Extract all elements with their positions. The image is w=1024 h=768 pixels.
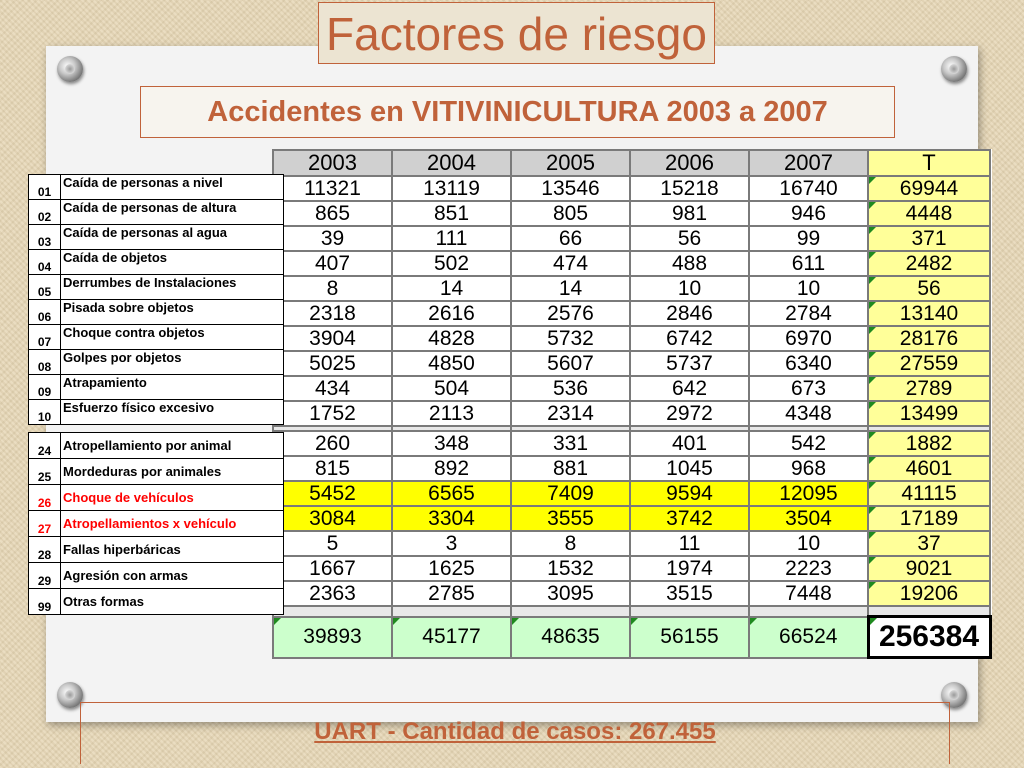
table-row — [273, 226, 990, 251]
label-row — [29, 175, 284, 200]
table-row — [273, 531, 990, 556]
value-cell: 9594 — [630, 481, 749, 506]
table-row — [273, 301, 990, 326]
risk-name: Fallas hiperbáricas — [61, 537, 284, 563]
pushpin-icon — [941, 56, 967, 82]
risk-code: 28 — [29, 537, 61, 563]
risk-code: 02 — [29, 200, 61, 225]
value-cell: 6565 — [392, 481, 511, 506]
table-row — [273, 351, 990, 376]
label-row — [29, 400, 284, 425]
value-cell: 14 — [511, 276, 630, 301]
table-row — [273, 251, 990, 276]
value-cell: 401 — [630, 431, 749, 456]
value-cell: 15218 — [630, 176, 749, 201]
label-row — [29, 375, 284, 400]
gap-cell — [511, 606, 630, 617]
value-cell: 1625 — [392, 556, 511, 581]
value-cell: 851 — [392, 201, 511, 226]
table-row — [273, 401, 990, 426]
risk-code: 99 — [29, 589, 61, 615]
table-row — [273, 556, 990, 581]
gap-cell — [868, 606, 990, 617]
total-cell: 69944 — [868, 176, 990, 201]
gap-cell — [392, 606, 511, 617]
total-cell: 2789 — [868, 376, 990, 401]
value-cell: 260 — [273, 431, 392, 456]
total-cell: 371 — [868, 226, 990, 251]
value-cell: 2113 — [392, 401, 511, 426]
risk-code: 24 — [29, 433, 61, 459]
value-cell: 2363 — [273, 581, 392, 606]
header-cell: 2005 — [511, 150, 630, 176]
row-gap — [273, 606, 990, 617]
gap-cell — [749, 606, 868, 617]
risk-code: 03 — [29, 225, 61, 250]
risk-code: 27 — [29, 511, 61, 537]
risk-name: Atropellamiento por animal — [61, 433, 284, 459]
risk-name: Agresión con armas — [61, 563, 284, 589]
risk-name: Atropellamientos x vehículo — [61, 511, 284, 537]
value-cell: 2616 — [392, 301, 511, 326]
pushpin-icon — [57, 56, 83, 82]
labels-table-top — [28, 174, 284, 425]
value-cell: 13546 — [511, 176, 630, 201]
value-cell: 331 — [511, 431, 630, 456]
value-cell: 39 — [273, 226, 392, 251]
total-cell: 37 — [868, 531, 990, 556]
value-cell: 3742 — [630, 506, 749, 531]
table-row — [273, 176, 990, 201]
label-row — [29, 563, 284, 589]
value-cell: 504 — [392, 376, 511, 401]
value-cell: 4850 — [392, 351, 511, 376]
value-cell: 6742 — [630, 326, 749, 351]
value-cell: 946 — [749, 201, 868, 226]
risk-code: 10 — [29, 400, 61, 425]
risk-name: Caída de personas al agua — [61, 225, 284, 250]
value-cell: 56 — [630, 226, 749, 251]
value-cell: 10 — [749, 276, 868, 301]
risk-name: Choque de vehículos — [61, 485, 284, 511]
value-cell: 14 — [392, 276, 511, 301]
value-cell: 8 — [511, 531, 630, 556]
footer-text: UART - Cantidad de casos: 267.455 — [314, 718, 716, 745]
value-cell: 1667 — [273, 556, 392, 581]
risk-name: Caída de personas de altura — [61, 200, 284, 225]
value-cell: 2784 — [749, 301, 868, 326]
value-cell: 892 — [392, 456, 511, 481]
label-row — [29, 300, 284, 325]
value-cell: 8 — [273, 276, 392, 301]
value-cell: 3095 — [511, 581, 630, 606]
risk-name: Esfuerzo físico excesivo — [61, 400, 284, 425]
value-cell: 881 — [511, 456, 630, 481]
value-cell: 673 — [749, 376, 868, 401]
gap-cell — [630, 606, 749, 617]
value-cell: 5607 — [511, 351, 630, 376]
total-cell: 9021 — [868, 556, 990, 581]
header-cell: 2004 — [392, 150, 511, 176]
total-cell: 19206 — [868, 581, 990, 606]
value-cell: 474 — [511, 251, 630, 276]
totals-row — [273, 617, 990, 658]
label-row — [29, 350, 284, 375]
risk-code: 04 — [29, 250, 61, 275]
total-cell: 1882 — [868, 431, 990, 456]
value-cell: 542 — [749, 431, 868, 456]
value-cell: 815 — [273, 456, 392, 481]
risk-code: 06 — [29, 300, 61, 325]
value-cell: 7409 — [511, 481, 630, 506]
value-cell: 2785 — [392, 581, 511, 606]
value-cell: 348 — [392, 431, 511, 456]
table-row — [273, 456, 990, 481]
value-cell: 11 — [630, 531, 749, 556]
label-row — [29, 275, 284, 300]
total-cell: 2482 — [868, 251, 990, 276]
value-cell: 48635 — [511, 617, 630, 658]
header-cell: 2007 — [749, 150, 868, 176]
label-row — [29, 200, 284, 225]
risk-code: 09 — [29, 375, 61, 400]
header-cell: 2006 — [630, 150, 749, 176]
value-cell: 3904 — [273, 326, 392, 351]
header-cell-total: T — [868, 150, 990, 176]
value-cell: 2314 — [511, 401, 630, 426]
value-cell: 6340 — [749, 351, 868, 376]
gap-cell — [273, 606, 392, 617]
risk-code: 01 — [29, 175, 61, 200]
label-row — [29, 459, 284, 485]
value-cell: 3555 — [511, 506, 630, 531]
value-cell: 99 — [749, 226, 868, 251]
risk-code: 05 — [29, 275, 61, 300]
value-cell: 7448 — [749, 581, 868, 606]
value-cell: 66524 — [749, 617, 868, 658]
value-cell: 10 — [630, 276, 749, 301]
value-cell: 1752 — [273, 401, 392, 426]
risk-code: 25 — [29, 459, 61, 485]
label-row — [29, 250, 284, 275]
value-cell: 5732 — [511, 326, 630, 351]
value-cell: 6970 — [749, 326, 868, 351]
value-cell: 642 — [630, 376, 749, 401]
value-cell: 536 — [511, 376, 630, 401]
value-cell: 407 — [273, 251, 392, 276]
value-cell: 968 — [749, 456, 868, 481]
total-cell: 13140 — [868, 301, 990, 326]
risk-code: 29 — [29, 563, 61, 589]
label-row — [29, 325, 284, 350]
page-title: Factores de riesgo — [318, 2, 715, 64]
table-row — [273, 276, 990, 301]
table-row — [273, 376, 990, 401]
label-row — [29, 537, 284, 563]
label-row — [29, 589, 284, 615]
value-cell: 488 — [630, 251, 749, 276]
value-cell: 39893 — [273, 617, 392, 658]
value-cell: 4828 — [392, 326, 511, 351]
table-row — [273, 581, 990, 606]
value-cell: 10 — [749, 531, 868, 556]
value-cell: 56155 — [630, 617, 749, 658]
risk-code: 08 — [29, 350, 61, 375]
value-cell: 2223 — [749, 556, 868, 581]
value-cell: 11321 — [273, 176, 392, 201]
risk-name: Golpes por objetos — [61, 350, 284, 375]
risk-name: Mordeduras por animales — [61, 459, 284, 485]
value-cell: 66 — [511, 226, 630, 251]
value-cell: 2846 — [630, 301, 749, 326]
risk-name: Otras formas — [61, 589, 284, 615]
value-cell: 2576 — [511, 301, 630, 326]
page-subtitle: Accidentes en VITIVINICULTURA 2003 a 2007 — [140, 86, 895, 138]
table-row — [273, 431, 990, 456]
value-cell: 1974 — [630, 556, 749, 581]
value-cell: 434 — [273, 376, 392, 401]
value-cell: 3504 — [749, 506, 868, 531]
label-row — [29, 433, 284, 459]
total-cell: 4601 — [868, 456, 990, 481]
label-row — [29, 485, 284, 511]
total-cell: 17189 — [868, 506, 990, 531]
total-cell: 41115 — [868, 481, 990, 506]
value-cell: 1532 — [511, 556, 630, 581]
data-table — [272, 149, 992, 659]
total-cell: 4448 — [868, 201, 990, 226]
risk-name: Pisada sobre objetos — [61, 300, 284, 325]
risk-code: 26 — [29, 485, 61, 511]
total-cell: 56 — [868, 276, 990, 301]
value-cell: 865 — [273, 201, 392, 226]
value-cell: 1045 — [630, 456, 749, 481]
value-cell: 3084 — [273, 506, 392, 531]
header-cell: 2003 — [273, 150, 392, 176]
value-cell: 3304 — [392, 506, 511, 531]
value-cell: 16740 — [749, 176, 868, 201]
label-row — [29, 225, 284, 250]
table-row — [273, 201, 990, 226]
value-cell: 13119 — [392, 176, 511, 201]
value-cell: 45177 — [392, 617, 511, 658]
risk-name: Derrumbes de Instalaciones — [61, 275, 284, 300]
value-cell: 2972 — [630, 401, 749, 426]
labels-table-bottom — [28, 432, 284, 615]
value-cell: 111 — [392, 226, 511, 251]
total-cell: 13499 — [868, 401, 990, 426]
total-cell: 27559 — [868, 351, 990, 376]
label-row — [29, 511, 284, 537]
risk-name: Choque contra objetos — [61, 325, 284, 350]
value-cell: 3515 — [630, 581, 749, 606]
value-cell: 502 — [392, 251, 511, 276]
table-row — [273, 506, 990, 531]
value-cell: 805 — [511, 201, 630, 226]
table-row — [273, 481, 990, 506]
risk-code: 07 — [29, 325, 61, 350]
value-cell: 3 — [392, 531, 511, 556]
value-cell: 2318 — [273, 301, 392, 326]
header-row — [273, 150, 990, 176]
value-cell: 5452 — [273, 481, 392, 506]
value-cell: 4348 — [749, 401, 868, 426]
value-cell: 12095 — [749, 481, 868, 506]
value-cell: 611 — [749, 251, 868, 276]
value-cell: 981 — [630, 201, 749, 226]
value-cell: 5737 — [630, 351, 749, 376]
value-cell: 5 — [273, 531, 392, 556]
total-cell: 256384 — [868, 617, 990, 658]
risk-name: Atrapamiento — [61, 375, 284, 400]
risk-name: Caída de personas a nivel — [61, 175, 284, 200]
risk-name: Caída de objetos — [61, 250, 284, 275]
value-cell: 5025 — [273, 351, 392, 376]
total-cell: 28176 — [868, 326, 990, 351]
table-row — [273, 326, 990, 351]
